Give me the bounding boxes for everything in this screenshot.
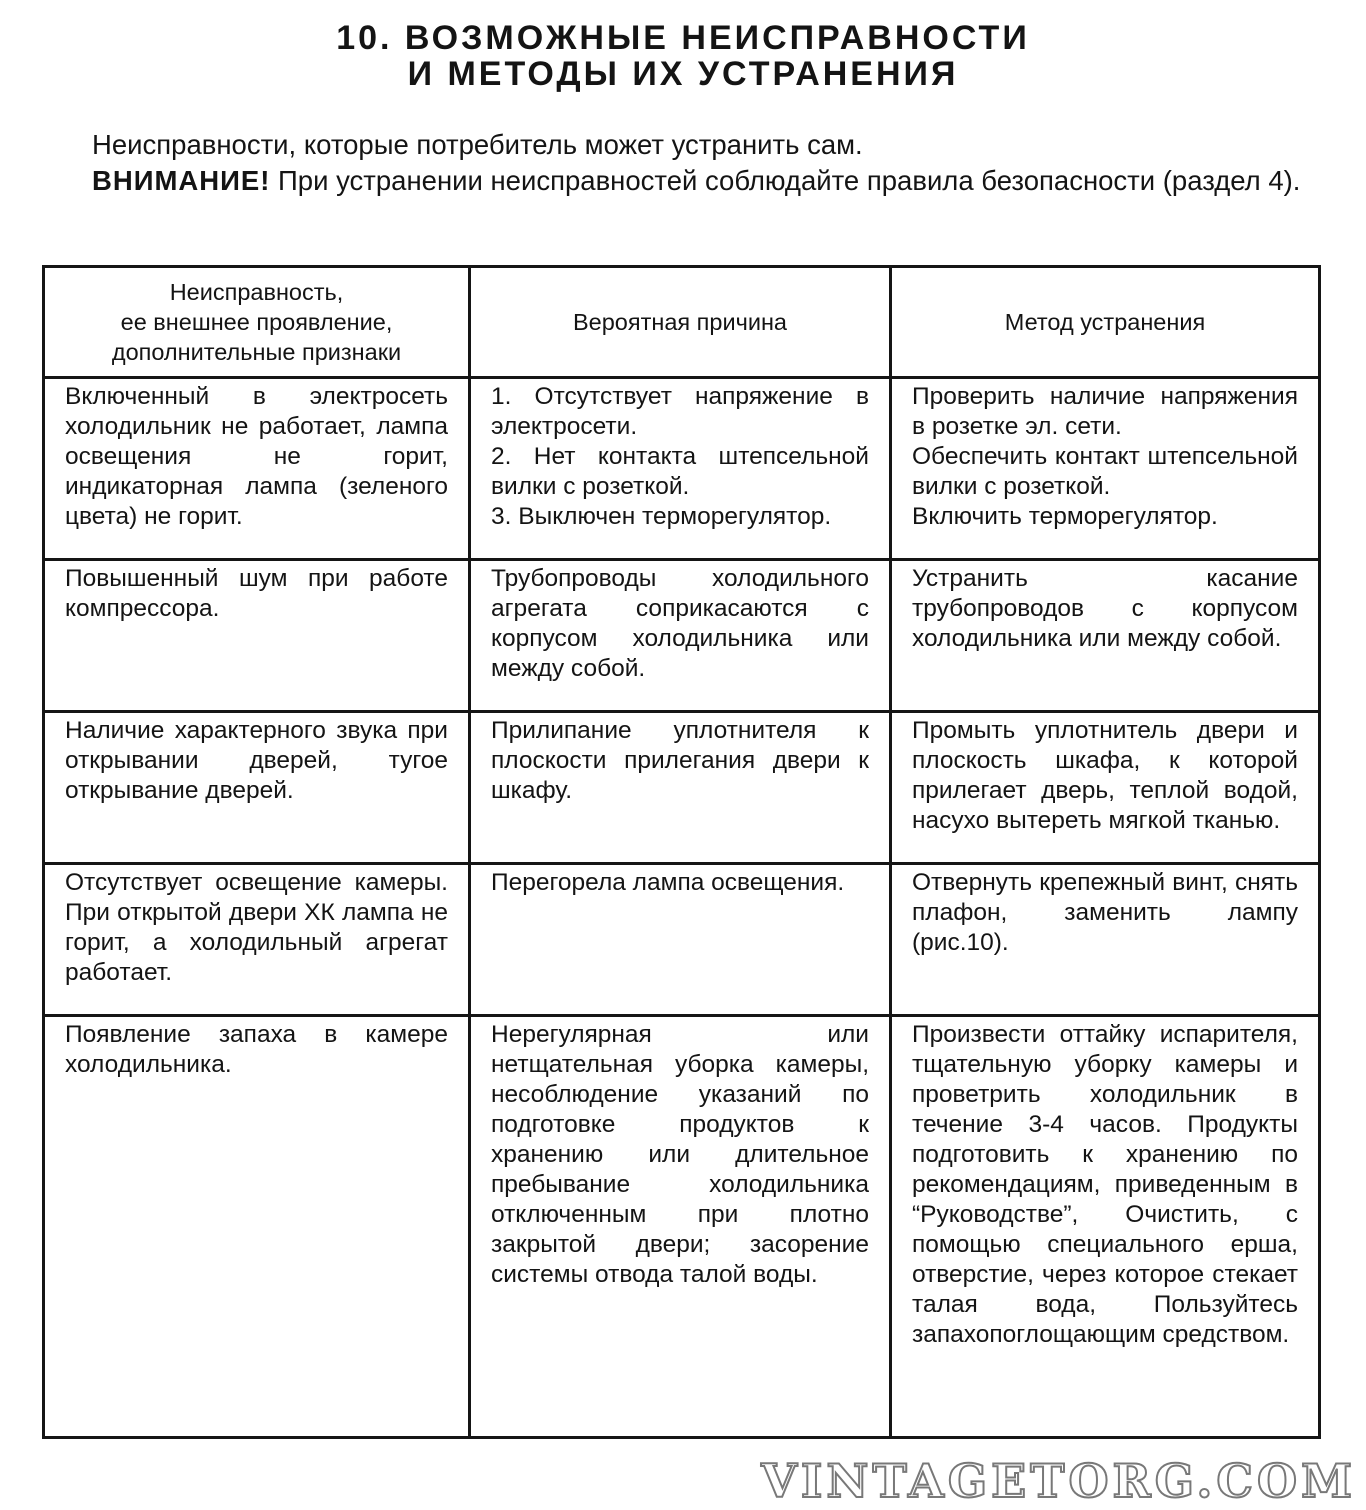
intro-block — [40, 127, 1322, 199]
safety-warning — [40, 163, 1322, 199]
section-title-line-1: 10. ВОЗМОЖНЫЕ НЕИСПРАВНОСТИ — [336, 19, 1030, 57]
header-fault — [44, 267, 470, 378]
method-item: Промыть уплотнитель двери и плоскость шкафа, к которой прилегает дверь, теплой водой, насухо вытереть мягкой тканью. — [912, 717, 1298, 834]
site-watermark: VINTAGETORG.COM — [761, 1454, 1356, 1508]
fault-cell — [44, 378, 470, 560]
cause-cell — [470, 712, 891, 864]
cause-cell — [470, 864, 891, 1016]
table-row — [44, 1016, 1320, 1438]
warning-label: ВНИМАНИЕ! — [92, 165, 271, 196]
intro-line: Неисправности, которые потребитель может устранить сам. — [92, 129, 863, 160]
table-row — [44, 378, 1320, 560]
method-item: Обеспечить контакт штепсельной вилки с розеткой. — [912, 443, 1298, 500]
section-title — [0, 20, 1366, 92]
cause-item: 3. Выключен терморегулятор. — [491, 503, 832, 530]
fault-cell — [44, 1016, 470, 1438]
header-method: Метод устранения — [891, 267, 1320, 378]
fault-text: Отсутствует освещение камеры. При открытой двери ХК лампа не горит, а холодильный агрегат работает. — [65, 869, 448, 986]
method-cell — [891, 864, 1320, 1016]
table-row — [44, 864, 1320, 1016]
fault-text: Повышенный шум при работе компрессора. — [65, 565, 448, 622]
section-title-line-2: И МЕТОДЫ ИХ УСТРАНЕНИЯ — [407, 55, 959, 93]
cause-item: Трубопроводы холодильного агрегата соприкасаются с корпусом холодильника или между собой. — [491, 565, 869, 682]
fault-cell — [44, 864, 470, 1016]
cause-cell — [470, 378, 891, 560]
fault-cell — [44, 712, 470, 864]
cause-cell — [470, 560, 891, 712]
cause-item: Прилипание уплотнителя к плоскости прилегания двери к шкафу. — [491, 717, 869, 804]
fault-text: Наличие характерного звука при открывании дверей, тугое открывание дверей. — [65, 717, 448, 804]
cause-cell — [470, 1016, 891, 1438]
method-cell — [891, 378, 1320, 560]
cause-item: 2. Нет контакта штепсельной вилки с розеткой. — [491, 443, 869, 500]
table-row — [44, 712, 1320, 864]
troubleshooting-table — [42, 265, 1321, 1439]
table-row — [44, 560, 1320, 712]
header-fault-line: Неисправность, — [169, 279, 344, 305]
method-item: Произвести оттайку испарителя, тщательную уборку камеры и проветрить холодильник в течение 3-4 часов. Продукты подготовить к хранению по рекомендациям, приведенным в “Руководстве”, Очистить, с помощью специального ерша, отверстие, через которое стекает талая вода, Пользуйтесь запахопоглощающим средством. — [912, 1021, 1298, 1348]
method-cell — [891, 560, 1320, 712]
method-item: Проверить наличие напряжения в розетке эл. сети. — [912, 383, 1298, 440]
fault-cell — [44, 560, 470, 712]
header-fault-line: дополнительные признаки — [111, 339, 402, 365]
cause-item: Перегорела лампа освещения. — [491, 869, 845, 896]
method-item: Отвернуть крепежный винт, снять плафон, заменить лампу (рис.10). — [912, 869, 1298, 956]
fault-text: Включенный в электросеть холодильник не работает, лампа освещения не горит, индикаторная лампа (зеленого цвета) не горит. — [65, 383, 448, 530]
method-item: Включить терморегулятор. — [912, 503, 1218, 530]
method-item: Устранить касание трубопроводов с корпусом холодильника или между собой. — [912, 565, 1298, 652]
table-header-row — [44, 267, 1320, 378]
cause-item: Нерегулярная или нетщательная уборка камеры, несоблюдение указаний по подготовке продуктов к хранению или длительное пребывание холодильника отключенным при плотно закрытой двери; засорение системы отвода талой воды. — [491, 1021, 869, 1288]
fault-text: Появление запаха в камере холодильника. — [65, 1021, 448, 1078]
cause-item: 1. Отсутствует напряжение в электросети. — [491, 383, 869, 440]
header-fault-line: ее внешнее проявление, — [120, 309, 393, 335]
method-cell — [891, 712, 1320, 864]
method-cell — [891, 1016, 1320, 1438]
warning-text: При устранении неисправностей соблюдайте правила безопасности (раздел 4). — [270, 165, 1301, 196]
header-cause: Вероятная причина — [470, 267, 891, 378]
